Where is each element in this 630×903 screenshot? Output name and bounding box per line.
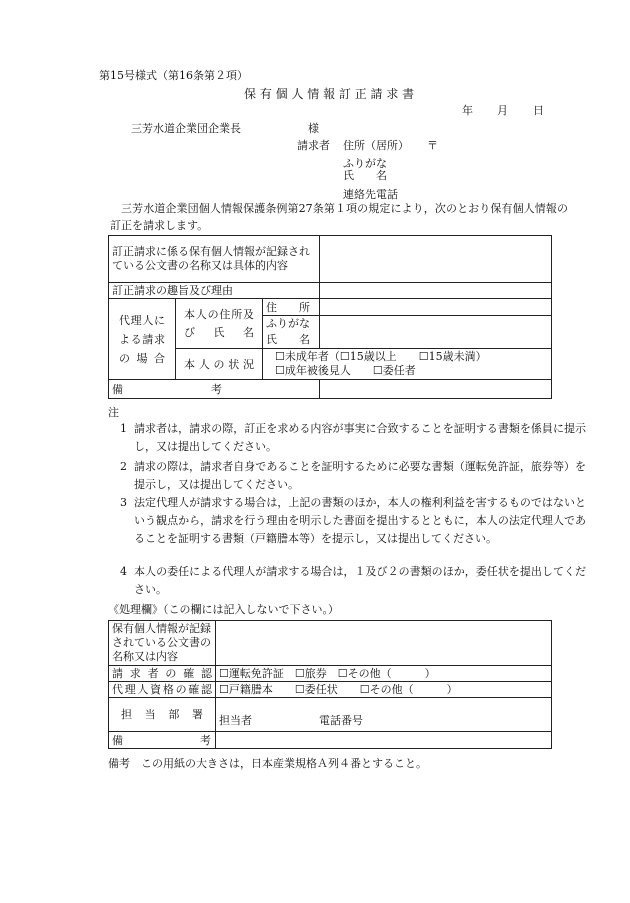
note-item <box>120 458 586 494</box>
requester-check-options[interactable]: ☐運転免許証 ☐旅券 ☐その他（ ） <box>216 666 552 682</box>
request-table <box>108 235 552 399</box>
person-label: 担当者 <box>219 714 252 727</box>
processing-table <box>108 620 552 749</box>
agent-address-field[interactable] <box>320 299 552 316</box>
note-item <box>120 563 586 599</box>
date-month-label: 月 <box>497 104 508 117</box>
status-options[interactable] <box>263 349 552 380</box>
agent-group-label: 代理人による請求の場合 <box>109 299 176 380</box>
remarks-label: 備 考 <box>109 380 320 399</box>
requester-check-label: 請求者の確認 <box>109 666 216 682</box>
agent-check-options[interactable]: ☐戸籍謄本 ☐委任状 ☐その他（ ） <box>216 682 552 698</box>
intro-text: 三芳水道企業団個人情報保護条例第27条第１項の規定により，次のとおり保有個人情報の訂正を請求します。 <box>110 202 568 232</box>
document-name-label: 訂正請求に係る保有個人情報が記録されている公文書の名称又は具体的内容 <box>109 236 320 283</box>
note-text: 本人の委任による代理人が請求する場合は，１及び２の書類のほか，委任状を提出してください。 <box>134 565 586 596</box>
note-number: 3 <box>120 496 127 509</box>
status-line-1[interactable]: ☐未成年者（☐15歳以上 ☐15歳未満） <box>275 350 487 363</box>
agent-furigana-label: ふりがな <box>263 316 320 332</box>
phone-label: 電話番号 <box>319 714 363 727</box>
agent-name-field[interactable] <box>320 316 552 349</box>
requester-furigana-label: ふりがな <box>343 157 387 170</box>
reason-label: 訂正請求の趣旨及び理由 <box>109 283 320 299</box>
note-item <box>120 494 586 548</box>
form-number: 第15号様式（第16条第２項） <box>99 69 248 82</box>
status-label: 本人の状況 <box>176 349 263 380</box>
agent-address-label: 住 所 <box>263 299 320 316</box>
note-number: 4 <box>120 565 127 578</box>
page-title: 保 有 個 人 情 報 訂 正 請 求 書 <box>244 87 415 101</box>
remarks-field[interactable] <box>320 380 552 399</box>
note-item <box>120 420 586 456</box>
requester-name-label: 氏 名 <box>343 169 387 182</box>
agent-address-name-label: 本人の住所及び氏名 <box>176 299 263 349</box>
processing-doc-field[interactable] <box>216 621 552 666</box>
date-year-label: 年 <box>462 104 473 117</box>
date-day-label: 日 <box>533 104 544 117</box>
processing-heading: 《処理欄》（この欄には記入しないで下さい。） <box>108 603 339 616</box>
reason-field[interactable] <box>320 283 552 299</box>
note-text: 請求者は，請求の際，訂正を求める内容が事実に合致することを証明する書類を係員に提示し，又は提出してください。 <box>134 422 586 453</box>
note-text: 請求の際は，請求者自身であることを証明するために必要な書類（運転免許証，旅券等）を提示し，又は提出してください。 <box>134 460 586 491</box>
dept-field[interactable] <box>216 698 552 732</box>
dept-label: 担当部署 <box>109 698 216 732</box>
processing-remarks-field[interactable] <box>216 732 552 749</box>
notes-heading: 注 <box>108 406 119 419</box>
agent-name-label: 氏 名 <box>263 332 320 349</box>
addressee: 三芳水道企業団企業長 <box>131 122 241 135</box>
note-text: 法定代理人が請求する場合は，上記の書類のほか，本人の権利利益を害するものではないという観点から，請求を行う理由を明示した書面を提出するとともに，本人の法定代理人であることを証明する書類（戸籍謄本等）を提示し，又は提出してください。 <box>134 496 586 545</box>
requester-address-label: 住所（居所） <box>343 139 409 152</box>
requester-phone-label: 連絡先電話 <box>343 188 398 201</box>
processing-doc-label: 保有個人情報が記録されている公文書の名称又は内容 <box>109 621 216 666</box>
processing-remarks-label: 備 考 <box>109 732 216 749</box>
document-name-field[interactable] <box>320 236 552 283</box>
agent-check-label: 代理人資格の確認 <box>109 682 216 698</box>
footer-note: 備考 この用紙の大きさは，日本産業規格Ａ列４番とすること。 <box>108 757 427 770</box>
note-number: 2 <box>120 460 127 473</box>
postal-mark: 〒 <box>427 139 438 152</box>
status-line-2[interactable]: ☐成年被後見人 ☐委任者 <box>275 364 416 377</box>
requester-label: 請求者 <box>297 139 330 152</box>
addressee-honorific: 様 <box>308 122 319 135</box>
note-number: 1 <box>120 422 127 435</box>
